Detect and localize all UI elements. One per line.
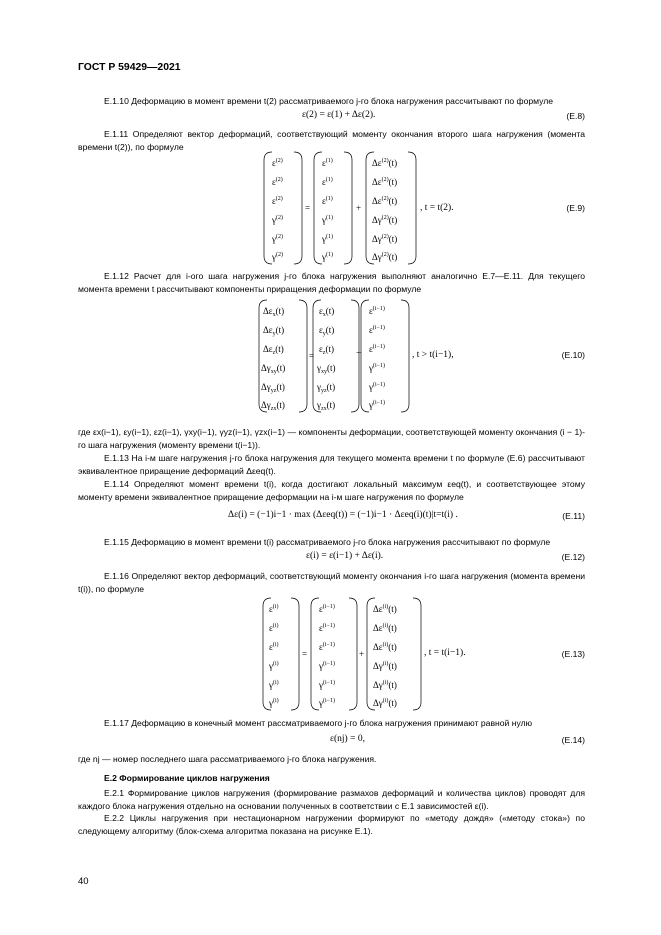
svg-text:Δγ(i)(t): $\Delta\gamma^{(i)}(t)$ [373,698,397,708]
equation-e14: ε(nj) = 0, [330,734,365,744]
svg-text:=: = [309,351,315,361]
svg-text:=: = [305,203,311,213]
svg-text:γ(i−1): $\gamma^{(i-1)}$ [319,661,336,671]
svg-text:γ(2): $\gamma^{(2)}$ [272,234,283,244]
svg-text:γ(1): $\gamma^{(1)}$ [322,215,333,225]
document-header: ГОСТ Р 59429—2021 [78,62,181,73]
equation-e8: ε(2) = ε(1) + Δε(2). [302,110,376,120]
svg-text:ε(i−1): $\varepsilon^{(i-1)}$ [369,306,385,316]
svg-text:Δε(2)(t): $\Delta\varepsilon^{(2)}(t)$ [372,196,398,206]
svg-text:ε(i−1): $\varepsilon^{(i-1)}$ [369,344,385,354]
svg-text:γ(1): $\gamma^{(1)}$ [322,234,333,244]
paragraph-e1-10: Е.1.10 Деформацию в момент времени t(2) рассматриваемого j-го блока нагружения рассчитывают по формуле [104,96,554,106]
minus-sign-e10: − [356,348,362,359]
svg-text:γyz(t): $\gamma_{yz}(t)$ [317,382,336,394]
matrix-e13-svg [257,596,427,714]
matrix-equation-e10 [255,298,415,418]
svg-text:Δγzx(t): $\Delta\gamma_{zx}(t)$ [261,400,285,412]
svg-text:Δγ(2)(t): $\Delta\gamma^{(2)}(t)$ [372,234,398,244]
svg-text:ε(2): $\varepsilon^{(2)}$ [272,196,283,206]
equation-number-e14: (Е.14) [561,735,585,745]
svg-text:ε(1): $\varepsilon^{(1)}$ [322,196,333,206]
svg-text:εy(t): $\varepsilon_y(t)$ [319,325,335,337]
svg-text:γxy(t): $\gamma_{xy}(t)$ [317,363,336,375]
svg-text:γ(i−1): $\gamma^{(i-1)}$ [369,363,386,373]
svg-text:ε(i): $\varepsilon^{(i)}$ [269,623,279,633]
paragraph-e2-1: Е.2.1 Формирование циклов нагружения (формирование размахов деформаций и количества циклов) проводят для каждого блока нагружения отдельно на основании полученных в соответствии с Е.1 зависимостей ε(i). [78,788,585,811]
matrix-equation-e9 [258,150,528,270]
equation-e12: ε(i) = ε(i−1) + Δε(i). [306,551,384,561]
svg-text:Δεz(t): $\Delta\varepsilon_z(t)$ [263,344,284,356]
svg-text:Δε(i)(t): $\Delta\varepsilon^{(i)}(t)$ [373,604,397,614]
svg-text:=: = [302,649,308,659]
svg-text:γ(2): $\gamma^{(2)}$ [272,252,283,262]
paragraph-e1-13: Е.1.13 На i-м шаге нагружения j-го блока нагружения для текущего момента времени t по формуле (Е.6) рассчитывают эквивалентное приращение деформаций Δεeq(t). [78,453,585,476]
equation-number-e9: (Е.9) [566,203,585,213]
paragraph-e1-12: Е.1.12 Расчет для i-ого шага нагружения j-го блока нагружения выполняют аналогично Е.7—Е.11. Для текущего момента времени t рассчитывают компоненты приращения деформации по формуле [78,271,585,294]
equation-number-e11: (Е.11) [562,511,585,521]
equation-number-e12: (Е.12) [561,552,585,562]
svg-text:ε(1): $\varepsilon^{(1)}$ [322,158,333,168]
paragraph-e1-14: Е.1.14 Определяют момент времени t(i), когда достигают локальный максимум εeq(t), и соответствующее этому моменту времени эквивалентное приращение деформации на i-м шаге нагружения по формуле [78,479,585,502]
svg-text:Δγ(i)(t): $\Delta\gamma^{(i)}(t)$ [373,661,397,671]
svg-text:Δε(i)(t): $\Delta\varepsilon^{(i)}(t)$ [373,642,397,652]
equation-number-e8: (Е.8) [566,111,585,121]
svg-text:Δεy(t): $\Delta\varepsilon_y(t)$ [263,325,285,337]
svg-text:γ(1): $\gamma^{(1)}$ [322,252,333,262]
svg-text:Δε(2)(t): $\Delta\varepsilon^{(2)}(t)$ [372,158,398,168]
svg-text:+: + [356,203,362,213]
paragraph-e1-15: Е.1.15 Деформацию в момент времени t(i) рассматриваемого j-го блока нагружения рассчитывают по формуле [104,537,551,547]
equation-e13-condition: , t = t(i−1). [424,648,466,658]
paragraph-e1-16: Е.1.16 Определяют вектор деформаций, соответствующий моменту окончания i-го шага нагружения (момента времени t(i)), по формуле [78,571,585,594]
svg-text:ε(1): $\varepsilon^{(1)}$ [322,177,333,187]
matrix-e9-svg [258,150,528,268]
section-heading-e2: Е.2 Формирование циклов нагружения [104,773,270,783]
svg-text:ε(i): $\varepsilon^{(i)}$ [269,604,279,614]
matrix-equation-e13 [257,596,427,716]
svg-text:γ(i−1): $\gamma^{(i-1)}$ [369,382,386,392]
matrix-e10-svg [255,298,415,416]
svg-text:γ(i): $\gamma^{(i)}$ [269,680,279,690]
equation-e10-condition: , t > t(i−1), [412,350,454,360]
svg-text:Δε(2)(t): $\Delta\varepsilon^{(2)}(t)$ [372,177,398,187]
svg-text:Δγyz(t): $\Delta\gamma_{yz}(t)$ [261,382,285,394]
svg-text:γ(i−1): $\gamma^{(i-1)}$ [319,698,336,708]
equation-e11: Δε(i) = (−1)i−1 · max (Δεeq(t)) = (−1)i−1 · Δεeq(i)(t)|t=t(i) . [228,510,458,520]
svg-text:ε(i−1): $\varepsilon^{(i-1)}$ [319,623,335,633]
svg-text:γzx(t): $\gamma_{zx}(t)$ [317,400,336,412]
paragraph-where-2: где nj — номер последнего шага рассматриваемого j-го блока нагружения. [78,754,377,764]
svg-text:Δγ(2)(t): $\Delta\gamma^{(2)}(t)$ [372,215,398,225]
svg-text:ε(i−1): $\varepsilon^{(i-1)}$ [319,604,335,614]
svg-text:Δγxy(t): $\Delta\gamma_{xy}(t)$ [261,363,286,375]
equation-number-e13: (Е.13) [561,649,585,659]
svg-text:Δεx(t): $\Delta\varepsilon_x(t)$ [263,306,285,318]
svg-text:γ(i): $\gamma^{(i)}$ [269,698,279,708]
svg-text:ε(i−1): $\varepsilon^{(i-1)}$ [369,325,385,335]
svg-text:ε(i−1): $\varepsilon^{(i-1)}$ [319,642,335,652]
paragraph-e2-2: Е.2.2 Циклы нагружения при нестационарном нагружении формируют по «методу дождя» («методу стока») по следующему алгоритму (блок-схема алгоритма показана на рисунке Е.1). [78,813,585,836]
svg-text:ε(2): $\varepsilon^{(2)}$ [272,177,283,187]
svg-text:εx(t): $\varepsilon_x(t)$ [319,306,335,318]
svg-text:ε(i): $\varepsilon^{(i)}$ [269,642,279,652]
svg-text:γ(i−1): $\gamma^{(i-1)}$ [319,680,336,690]
svg-text:Δε(i)(t): $\Delta\varepsilon^{(i)}(t)$ [373,623,397,633]
paragraph-e1-17: Е.1.17 Деформацию в конечный момент рассматриваемого j-го блока нагружения принимают равной нулю [104,718,533,728]
equation-e9-condition: , t = t(2). [420,203,454,213]
paragraph-where-1: где εx(i−1), εy(i−1), εz(i−1), γxy(i−1), γyz(i−1), γzx(i−1) — компоненты деформации, соответствующей моменту окончания (i − 1)-го шага нагружения (моменту времени t(i−1)). [78,427,585,450]
svg-text:γ(2): $\gamma^{(2)}$ [272,215,283,225]
svg-text:εz(t): $\varepsilon_z(t)$ [319,344,334,356]
svg-text:ε(2): $\varepsilon^{(2)}$ [272,158,283,168]
svg-text:γ(i): $\gamma^{(i)}$ [269,661,279,671]
svg-text:+: + [359,649,365,659]
svg-text:γ(i−1): $\gamma^{(i-1)}$ [369,400,386,410]
page-number: 40 [78,876,89,887]
svg-text:Δγ(2)(t): $\Delta\gamma^{(2)}(t)$ [372,252,398,262]
paragraph-e1-11: Е.1.11 Определяют вектор деформаций, соответствующий моменту окончания второго шага нагружения (момента времени t(2)), по формуле [78,129,585,152]
equation-number-e10: (Е.10) [561,350,585,360]
svg-text:Δγ(i)(t): $\Delta\gamma^{(i)}(t)$ [373,680,397,690]
